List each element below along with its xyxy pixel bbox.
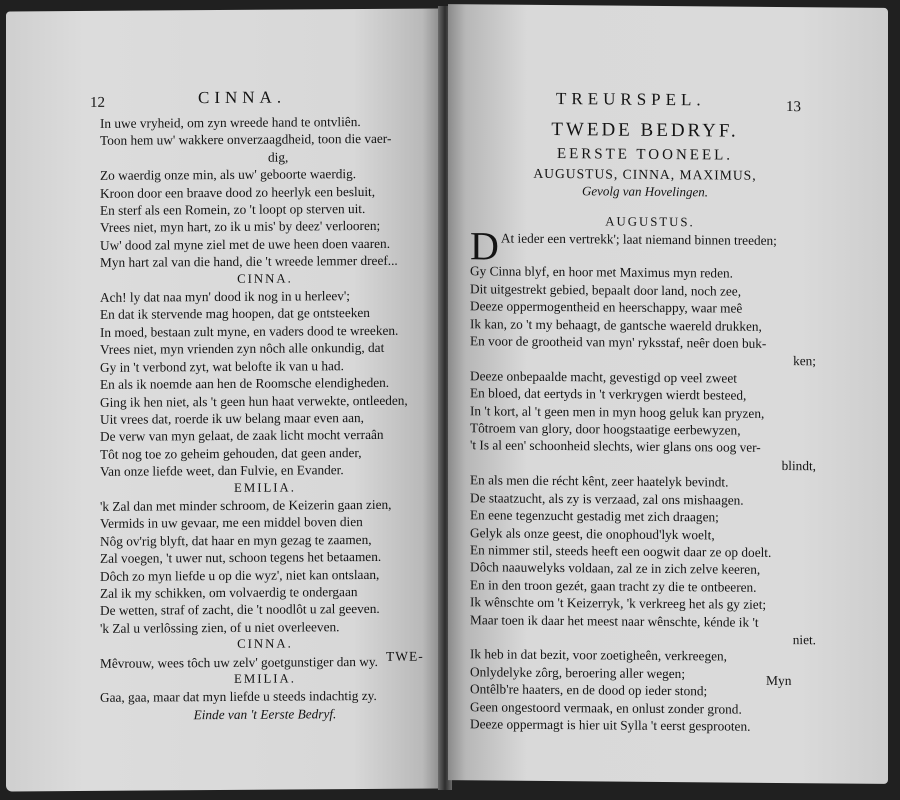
verse-line: De wetten, straf of zacht, die 't noodlôt u zal geeven. xyxy=(100,601,380,619)
verse-line: Deeze onbepaalde macht, gevestigd op veel zweet xyxy=(470,368,737,386)
catchword-right: Myn xyxy=(766,672,792,689)
speaker-label: EMILIA. xyxy=(234,671,296,686)
verse-line: In uwe vryheid, om zyn wreede hand te ontvliên. xyxy=(100,114,361,131)
verse-line: Ik wênschte om 't Keizerryk, 'k verkreeg het als gy ziet; xyxy=(470,594,767,612)
verse-line: In moed, bestaan zult myne, en vaders dood te wreeken. xyxy=(100,322,399,340)
right-page xyxy=(448,4,888,784)
verse-line: Ik kan, zo 't my behaagt, de gantsche waereld drukken, xyxy=(470,315,762,334)
running-head-left: CINNA. xyxy=(198,87,287,108)
verse-line: En als men die récht kênt, zeer haatelyk bevindt. xyxy=(470,472,729,490)
verse-line: Ik heb in dat bezit, voor zoetigheên, verkreegen, xyxy=(470,646,727,664)
verse-line: Onlydelyke zôrg, beroering aller wegen; xyxy=(470,664,686,681)
verse-continuation: niet. xyxy=(792,632,816,648)
verse-continuation: dig, xyxy=(268,149,289,165)
verse-line: En voor de grootheid van myn' ryksstaf, neêr doen buk- xyxy=(470,333,767,351)
verse-line: Mêvrouw, wees tôch uw zelv' goetgunstiger dan wy. xyxy=(100,653,378,671)
page-number-left: 12 xyxy=(90,94,105,111)
running-head-right: TREURSPEL. xyxy=(556,89,706,110)
verse-line: De verw van myn gelaat, de zaak licht mocht verraân xyxy=(100,427,384,445)
verse-line: Gy Cinna blyf, en hoor met Maximus myn reden. xyxy=(470,263,733,281)
verse-line: Dôch naauwelyks voldaan, zal ze in zich zelve keeren, xyxy=(470,559,761,578)
scene-heading xyxy=(470,116,820,201)
verse-line: Uw' dood zal myne ziel met de uwe heen doen vaaren. xyxy=(100,235,391,253)
verse-line: Nôg ov'rig blyft, dat haar en myn gezag te zaamen, xyxy=(100,531,372,549)
verse-line: 'k Zal dan met minder schroom, de Keizerin gaan zien, xyxy=(100,496,392,514)
act-title: TWEDE BEDRYF. xyxy=(551,118,739,142)
characters-subline: Gevolg van Hovelingen. xyxy=(582,183,708,200)
verse-line: In 't kort, al 't geen men in myn hoog geluk kan pryzen, xyxy=(470,402,765,421)
verse-line: Deeze oppermagt is hier uit Sylla 't eerst gesprooten. xyxy=(470,716,751,734)
verse-line: En dat ik stervende mag hoopen, dat ge ontsteeken xyxy=(100,305,370,323)
verse-line: Deeze oppermogentheid en heerschappy, waar meê xyxy=(470,298,743,316)
catchword-left: TWE- xyxy=(386,648,424,664)
left-page xyxy=(6,8,440,791)
verse-line: Zal voegen, 't uwer nut, schoon tegens het betaamen. xyxy=(100,549,382,567)
verse-line: Gelyk als onze geest, die onophoud'lyk woelt, xyxy=(470,524,715,542)
page-number-right: 13 xyxy=(786,99,801,116)
verse-line: En eene tegenzucht gestadig met zich draagen; xyxy=(470,507,719,525)
verse-line: Dit uitgestrekt gebied, bepaalt door land, noch zee, xyxy=(470,281,742,299)
speaker-label: EMILIA. xyxy=(234,480,296,495)
verse-line: Maar toen ik daar het meest naar wênschte, kénde ik 't xyxy=(470,611,759,630)
speaker-label: CINNA. xyxy=(237,271,293,286)
verse-line: Tôtroem van glory, door hoogstaatige eerbewyzen, xyxy=(470,420,741,438)
right-text-column xyxy=(470,212,830,736)
verse-line: Ach! ly dat naa myn' dood ik nog in u herleev'; xyxy=(100,288,350,305)
act-end-note: Einde van 't Eerste Bedryf. xyxy=(193,706,337,723)
speaker-label: AUGUSTUS. xyxy=(605,214,695,230)
verse-line: Zal ik my schikken, om volvaerdig te ondergaan xyxy=(100,584,358,601)
first-line-text: At ieder een vertrekk'; laat niemand binnen treeden; xyxy=(500,230,777,249)
verse-line: Van onze liefde weet, dan Fulvie, en Evander. xyxy=(100,462,344,479)
verse-continuation: blindt, xyxy=(781,457,816,474)
scene-title: EERSTE TOONEEL. xyxy=(556,146,734,164)
verse-line: En nimmer stil, steeds heeft een oogwit daar ze op doelt. xyxy=(470,542,772,560)
verse-line: Ging ik hen niet, als 't geen hun haat verwekte, ontleeden, xyxy=(100,392,408,410)
verse-line: Gaa, gaa, maar dat myn liefde u steeds indachtig zy. xyxy=(100,688,377,706)
verse-line: De staatzucht, als zy is verzaad, zal ons mishaagen. xyxy=(470,489,744,508)
verse-line: Vrees niet, myn hart, zo ik u mis' by deez' verlooren; xyxy=(100,218,381,236)
verse-line: Dôch zo myn liefde u op die wyz', niet kan ontslaan, xyxy=(100,566,380,584)
verse-line: Vermids in uw gevaar, me een middel boven dien xyxy=(100,514,363,532)
verse-line: Geen ongestoord vermaak, en onlust zonder grond. xyxy=(470,698,742,717)
verse-line: En sterf als een Romein, zo 't loopt op sterven uit. xyxy=(100,201,366,218)
left-text-column xyxy=(100,113,430,725)
characters-line: AUGUSTUS, CINNA, MAXIMUS, xyxy=(533,165,757,183)
verse-line: Gy in 't verbond zyt, wat belofte ik van u had. xyxy=(100,357,344,375)
verse-line: Myn hart zal van die hand, die 't wreede lemmer dreef... xyxy=(100,253,398,271)
verse-line: 't Is al een' schoonheid slechts, wier glans ons oog ver- xyxy=(470,437,761,456)
verse-line: Uit vrees dat, roerde ik uw belang maar even aan, xyxy=(100,409,364,427)
verse-line: Vrees niet, myn vrienden zyn nôch alle onkundig, dat xyxy=(100,340,385,358)
right-verse-lines xyxy=(470,263,830,736)
first-verse-line xyxy=(470,223,830,269)
verse-line: Kroon door een braave dood zo heerlyk een besluit, xyxy=(100,183,376,201)
speaker-label: CINNA. xyxy=(237,636,293,652)
drop-cap: D xyxy=(470,223,499,269)
verse-line: 'k Zal u verlôssing zien, of u niet overleeven. xyxy=(100,618,340,636)
verse-line: En in den troon gezét, gaan tracht zy die te ontbeeren. xyxy=(470,576,757,595)
verse-line: Toon hem uw' wakkere onverzaagdheid, toon die vaer- xyxy=(100,131,392,149)
verse-line: En bloed, dat eertyds in 't verkrygen wierdt besteed, xyxy=(470,385,747,403)
verse-line: En als ik noemde aan hen de Roomsche elendigheden. xyxy=(100,374,390,392)
verse-continuation: ken; xyxy=(793,353,816,369)
verse-line: Ontêlb're haaters, en de dood op ieder stond; xyxy=(470,681,708,699)
verse-line: Zo waerdig onze min, als uw' geboorte waerdig. xyxy=(100,166,357,184)
verse-line: Tôt nog toe zo geheim gehouden, dat geen ander, xyxy=(100,444,362,462)
